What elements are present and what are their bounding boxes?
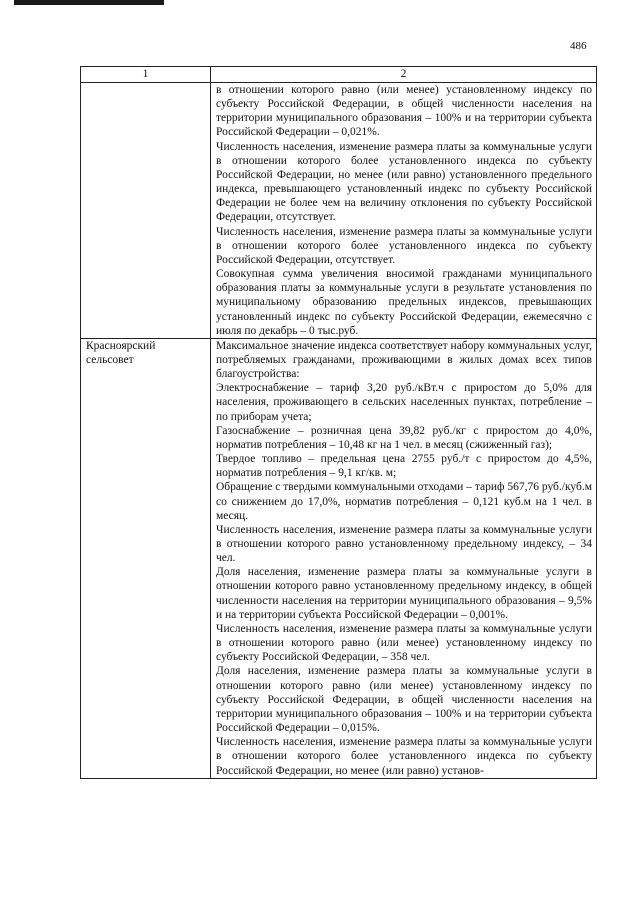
paragraph: Доля населения, изменение размера платы за коммунальные услуги в отношении которого равно (или менее) установленному индексу по субъекту Российской Федерации, в общей численности населения на территории муниципального образования – 100% и на территории субъекта Российской Федерации – 0,015%.: [216, 665, 592, 735]
paragraph: Максимальное значение индекса соответствует набору коммунальных услуг, потребляемых гражданами, проживающими в жилых домах всех типов благоустройства:: [216, 339, 592, 381]
paragraph: Численность населения, изменение размера платы за коммунальные услуги в отношении которого более установленного индекса по субъекту Российской Федерации, отсутствует.: [216, 225, 592, 266]
region-cell: [81, 83, 211, 339]
paragraph: Численность населения, изменение размера платы за коммунальные услуги в отношении которого более установленного индекса по субъекту Российской Федерации, но менее (или равно) установ-: [216, 736, 592, 777]
paragraph: Численность населения, изменение размера платы за коммунальные услуги в отношении которого более установленного индекса по субъекту Российской Федерации, но менее (или равно) установленного предельного индекса, превышающего установленный индекс по субъекту Российской Федерации не более чем на величину отклонения по субъекту Российской Федерации, отсутствует.: [216, 140, 592, 224]
paragraph: в отношении которого равно (или менее) установленному индексу по субъекту Российской Федерации, в общей численности населения на территории муниципального образования – 100% и на территории субъекта Российской Федерации – 0,021%.: [216, 84, 592, 139]
paragraph: Электроснабжение – тариф 3,20 руб./кВт.ч с приростом до 5,0% для населения, проживающего в сельских населенных пунктах, потребление – по приборам учета;: [216, 382, 592, 423]
paragraph: Обращение с твердыми коммунальными отходами – тариф 567,76 руб./куб.м со снижением до 17,0%, норматив потребления – 0,121 куб.м на 1 чел. в месяц.: [216, 481, 592, 522]
column-header-1: 1: [81, 67, 211, 83]
paragraph: Численность населения, изменение размера платы за коммунальные услуги в отношении которого равно (или менее) установленному индексу по субъекту Российской Федерации, – 358 чел.: [216, 622, 592, 664]
description-cell: [211, 83, 597, 339]
header-row: [81, 67, 597, 83]
paragraph: Совокупная сумма увеличения вносимой гражданами муниципального образования платы за коммунальные услуги в результате установления по муниципальному образованию предельных индексов, превышающих установленный индекс по субъекту Российской Федерации, ежемесячно с июля по декабрь – 0 тыс.руб.: [216, 268, 592, 337]
description-cell: [211, 338, 597, 778]
region-cell: [81, 338, 211, 778]
scan-edge-mark: [14, 0, 164, 5]
table-row: [81, 83, 597, 339]
table-row: [81, 338, 597, 778]
paragraph: Численность населения, изменение размера платы за коммунальные услуги в отношении которого равно установленному предельному индексу, – 34 чел.: [216, 523, 592, 565]
paragraph: Газоснабжение – розничная цена 39,82 руб./кг с приростом до 4,0%, норматив потребления – 10,48 кг на 1 чел. в месяц (сжиженный газ);: [216, 424, 592, 451]
region-name: Красноярский сельсовет: [86, 339, 156, 366]
page-number: 486: [570, 40, 587, 52]
column-header-2: 2: [211, 67, 597, 83]
paragraph: Доля населения, изменение размера платы за коммунальные услуги в отношении которого равно установленному предельному индексу, в общей численности населения на территории муниципального образования – 9,5% и на территории субъекта Российской Федерации – 0,001%.: [216, 566, 592, 621]
document-table: [80, 66, 597, 779]
paragraph: Твердое топливо – предельная цена 2755 руб./т с приростом до 4,5%, норматив потребления – 9,1 кг/кв. м;: [216, 453, 592, 480]
